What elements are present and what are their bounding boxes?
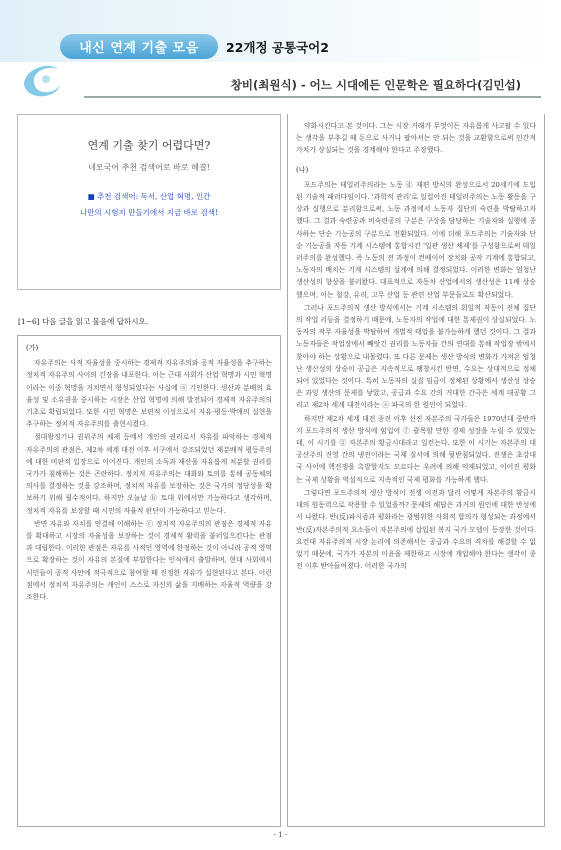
passage-b-paragraph: 하지만 제2차 세계 대전 종전 이후 선진 자본주의 국가들은 1970년대 중반까지 포드주의적 생산 방식에 힘입어 ⓕ 괄목할 만한 경제 성장을 누릴 수 있었는데, 이 시기를 ⓖ 자본주의 황금시대라고 일컫는다. 또한 이 시기는 자본주의 대 공산주의 진영 간의 냉전이라는 국제 질서에 의해 뒷받침되었다. 전쟁은 초강대국 사이에 핵전쟁을 촉발할지도 모르다는 우려에 의해 억제되었고, 이어진 평화는 국제 상황을 역설적으로 지속적인 국제 평화를 가능하게 했다. bbox=[296, 414, 536, 484]
document-title: 창비(최원식) - 어느 시대에든 인문학은 필요하다(김민섭) bbox=[230, 78, 521, 92]
notice-subtitle: 네모국어 추천 검색어로 바로 해결! bbox=[88, 163, 210, 172]
passage-a-paragraph: 자유주의는 사적 자율성을 중시하는 경제적 자유주의와 공적 자율성을 추구하는 정치적 자유주의 사이의 긴장을 내포한다. 이는 근대 사회가 산업 혁명과 시민 혁명이라는 이중 혁명을 거치면서 형성되었다는 사실에 ⓐ 기인한다. 생산과 분배의 효율성 및 소유권을 중시하는 시장은 산업 혁명에 의해 발전되어 경제적 자유주의의 기초로 확립되었다. 또한 시민 혁명은 보편적 이성으로서 자유·평등·박애의 실현을 추구하는 정치적 자유주의를 출현시켰다. bbox=[26, 359, 272, 429]
passage-a-box bbox=[17, 335, 281, 827]
notice-box bbox=[17, 114, 281, 290]
notice-cta: 나만의 시험지 만들기에서 지금 바로 검색! bbox=[79, 208, 219, 217]
passage-b-paragraph: 그렇다면 포드주의적 생산 방식이 전쟁 이전과 달리 어떻게 자본주의 황금시대의 원동력으로 작용할 수 있었을까? 문제의 해답은 과거의 원인에 대한 반성에서 나왔다. 반(反)파시즘과 평화라는 광범위한 사회적 합의가 형성되는 과정에서 반(反)자본주의적 요소들이 자본주의에 삽입된 복지 국가 모델이 등장한 것이다. 요컨대 자유주의적 시장 논리에 의존해서는 공급과 수요의 격차를 해결할 수 없었기 때문에, 국가가 자본의 이윤을 제한하고 시장에 개입해야 한다는 생각이 종전 이후 받아들여졌다. 이러한 국가의 bbox=[296, 488, 536, 571]
passage-a-paragraph: 반면 자유와 자치를 연결해 이해하는 ⓒ 정치적 자유주의의 관점은 경제적 자유를 확대하고 시장의 자율성을 보장하는 것이 경제적 활력을 불러일으킨다는 관점과 대립한다. 이러한 관점은 자유를 사적인 영역에 한정하는 것이 아니라 공적 영역으로 확장하는 것이 자유의 본질에 부합한다는 인식에서 출발하며, 현대 사회에서 시민들이 공적 사안에 적극적으로 참여할 때 진정한 자유가 실현된다고 본다. 이런 점에서 정치적 자유주의는 개인이 스스로 자신의 삶을 지배하는 자율적 역량을 강조한다. bbox=[26, 519, 272, 602]
header-divider bbox=[84, 96, 541, 98]
question-instruction: [1~6] 다음 글을 읽고 물음에 답하시오. bbox=[18, 317, 149, 326]
series-title: 22개정 공통국어2 bbox=[226, 40, 329, 55]
page-number: - 1 - bbox=[273, 831, 288, 839]
passage-a-label: (가) bbox=[26, 344, 39, 352]
passage-a-paragraph: 절대왕정기나 권위주의 체제 등에서 개인의 권리로서 자유를 파악하는 경제적 자유주의의 관점은, 제2차 세계 대전 이후 서구에서 강조되었던 재분배적 평등주의에 대한 비판적 입장으로 이어진다. 개인의 소득과 재산을 자유롭게 처분할 권리를 국가가 침해하는 것은 곤란하다. 정치적 자유주의는 대화와 토의를 통해 공동체의 의사를 결정하는 것을 강조하며, 정치적 자유를 보장하는 것은 국가의 정당성을 확보하기 위해 필수적이다. 하지만 오늘날 ⓑ 토대 위에서만 가능하다고 생각하며, 정치적 자유를 보장할 때 시민의 자율적 판단이 가능하다고 믿는다. bbox=[26, 433, 272, 515]
passage-b-paragraph: 그러나 포드주의적 생산 방식에서는 기계 시스템의 회일적 작동이 전체 집단의 작업 리듬을 결정하기 때문에, 노동자의 작업에 대한 통제권이 상실되었다. 노동자의 작무 자율성을 박탈하여 개별적 태업을 불가능하게 했던 것이다. 그 결과 노동자들은 작업장에서 빼앗긴 권리를 노동자들 간의 연대를 통해 작업장 밖에서 찾아야 하는 상황으로 내몰렸다. 또 다른 문제는 생산 방식의 변화가 가져온 엄청난 생산성의 상승이 공급은 지속적으로 팽창시킨 반면, 수요는 상대적으로 정체되어 있었다는 것이다. 특히 노동자의 실질 임금이 정체된 상황에서 생산성 상승은 과잉 생산의 문제를 낳았고, 공급과 수요 간의 거대한 간극은 세계 대공황 그리고 제2차 세계 대전이라는 ⓔ 파국의 한 원인이 되었다. bbox=[296, 303, 536, 410]
header-pill-label: 내신 연계 기출 모음 bbox=[60, 34, 218, 59]
passage-continuation: 약화시킨다고 본 것이다. 그는 시장 거래가 무엇이든 자유롭게 사고팔 수 있다는 생각을 부추길 때 돈으로 사거나 팔아서는 안 되는 것을 교환함으로써 인간적 가치가 상실되는 것을 경계해야 한다고 주장했다. bbox=[296, 122, 536, 155]
notice-title: 연계 기출 찾기 어렵다면? bbox=[87, 139, 211, 152]
passage-b-box bbox=[287, 114, 545, 827]
notice-keywords: ■ 추천 검색어: 독서, 산업 혁명, 인간 bbox=[87, 192, 211, 201]
passage-b-label: (나) bbox=[296, 165, 309, 174]
swirl-logo-icon bbox=[18, 55, 66, 103]
passage-b-paragraph: 포드주의는 테일러주의라는 노동 ⓓ 재편 방식의 완성으로서 20세기에 도입된 기술적 패러다임이다. '과학적 관리'로 일컬어진 테일러주의는 노동 활동을 구상과 실행으로 분리함으로써, 노동 과정에서 노동자 집단의 숙련을 박탈하고자 했다. 그 결과 숙련공과 비숙련공의 구분은 구상을 담당하는 기술자와 실행에 종사하는 단순 기능공의 구분으로 전환되었다. 이에 더해 포드주의는 기술자와 단순 기능공을 자동 기계 시스템에 통합시킨 '일관 생산 체제'를 구성함으로써 테일러주의를 완성했다. 즉 노동의 전 과정이 컨베이어 장치와 공작 기계에 통합되고, 노동자의 배치는 기계 시스템의 설계에 의해 결정되었다. 이러한 변화는 엄청난 생산성의 향상을 불러왔다. 대표적으로 자동차 산업에서의 생산성은 11배 상승했으며, 이는 철강, 유리, 고무 산업 등 관련 산업 부문들로도 확산되었다. bbox=[296, 180, 536, 299]
